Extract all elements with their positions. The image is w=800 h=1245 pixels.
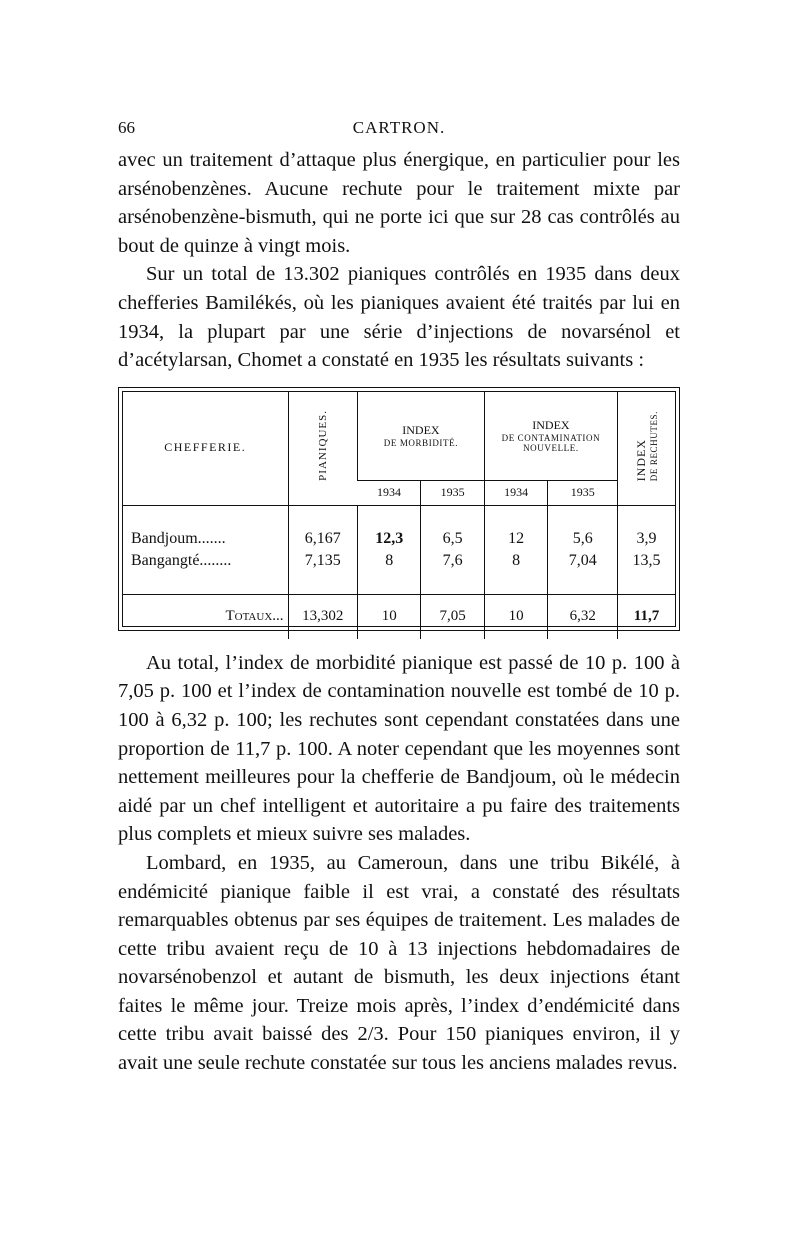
col-header-contamination: INDEX DE CONTAMINATION NOUVELLE. [484, 392, 617, 481]
col-header-chefferie: CHEFFERIE. [164, 440, 247, 455]
paragraph-2: Sur un total de 13.302 pianiques contrôlés en 1935 dans deux chefferies Bamilékés, où les pianiques avaient été traités par lui en 1934, la plupart par une série d’injections de novarsénol et d’acétylarsan, Chomet a constaté en 1935 les résultats suivants : [118, 263, 680, 372]
table-total-row: Totaux... 13,302 10 7,05 10 6,32 11,7 [123, 594, 675, 639]
running-title: CARTRON. [352, 118, 446, 137]
year-1934-contamination: 1934 [484, 480, 548, 505]
page-number: 66 [118, 118, 135, 137]
paragraph-1: avec un traitement d’attaque plus énergique, en particulier pour les arsénobenzènes. Aucune rechute pour le traitement mixte par arsénobenzène-bismuth, qui ne porte ici que sur 28 cas contrôlés au bout de quinze à vingt mois. [118, 149, 680, 257]
paragraph-4: Lombard, en 1935, au Cameroun, dans une tribu Bikélé, à endémicité pianique faible il est vrai, a constaté des résultats remarquables obtenus par ses équipes de traitement. Les malades de cette tribu avaient reçu de 10 à 13 injections hebdomadaires de novarsénobenzol et autant de bismuth, les deux injections étant faites le même jour. Treize mois après, l’index d’endémicité dans cette tribu avait baissé des 2/3. Pour 150 pianiques environ, il y avait une seule rechute constatée sur tous les anciens malades revus. [118, 851, 680, 1075]
col-header-pianiques: PIANIQUES. [288, 392, 358, 506]
col-header-rechutes: INDEXDE RECHUTES. [617, 392, 675, 506]
page-header [118, 118, 680, 146]
results-table-grid [123, 392, 675, 639]
book-page [118, 118, 680, 1078]
year-1935-morbidite: 1935 [421, 480, 484, 505]
table-row: Bangangté........ 7,135 8 7,6 8 7,04 13,5 [123, 550, 675, 572]
year-1935-contamination: 1935 [548, 480, 618, 505]
results-table [118, 387, 680, 631]
year-1934-morbidite: 1934 [358, 480, 421, 505]
col-header-morbidite: INDEX DE MORBIDITÉ. [358, 392, 485, 481]
paragraph-3: Au total, l’index de morbidité pianique est passé de 10 p. 100 à 7,05 p. 100 et l’index de contamination nouvelle est tombé de 10 p. 100 à 6,32 p. 100; les rechutes sont cependant constatées dans une proportion de 11,7 p. 100. A noter cependant que les moyennes sont nettement meilleures pour la chefferie de Bandjoum, où le médecin aidé par un chef intelligent et autoritaire a pu faire des traitements plus complets et mieux suivre ses malades. [118, 651, 680, 846]
table-row: Bandjoum....... 6,167 12,3 6,5 12 5,6 3,9 [123, 528, 675, 550]
